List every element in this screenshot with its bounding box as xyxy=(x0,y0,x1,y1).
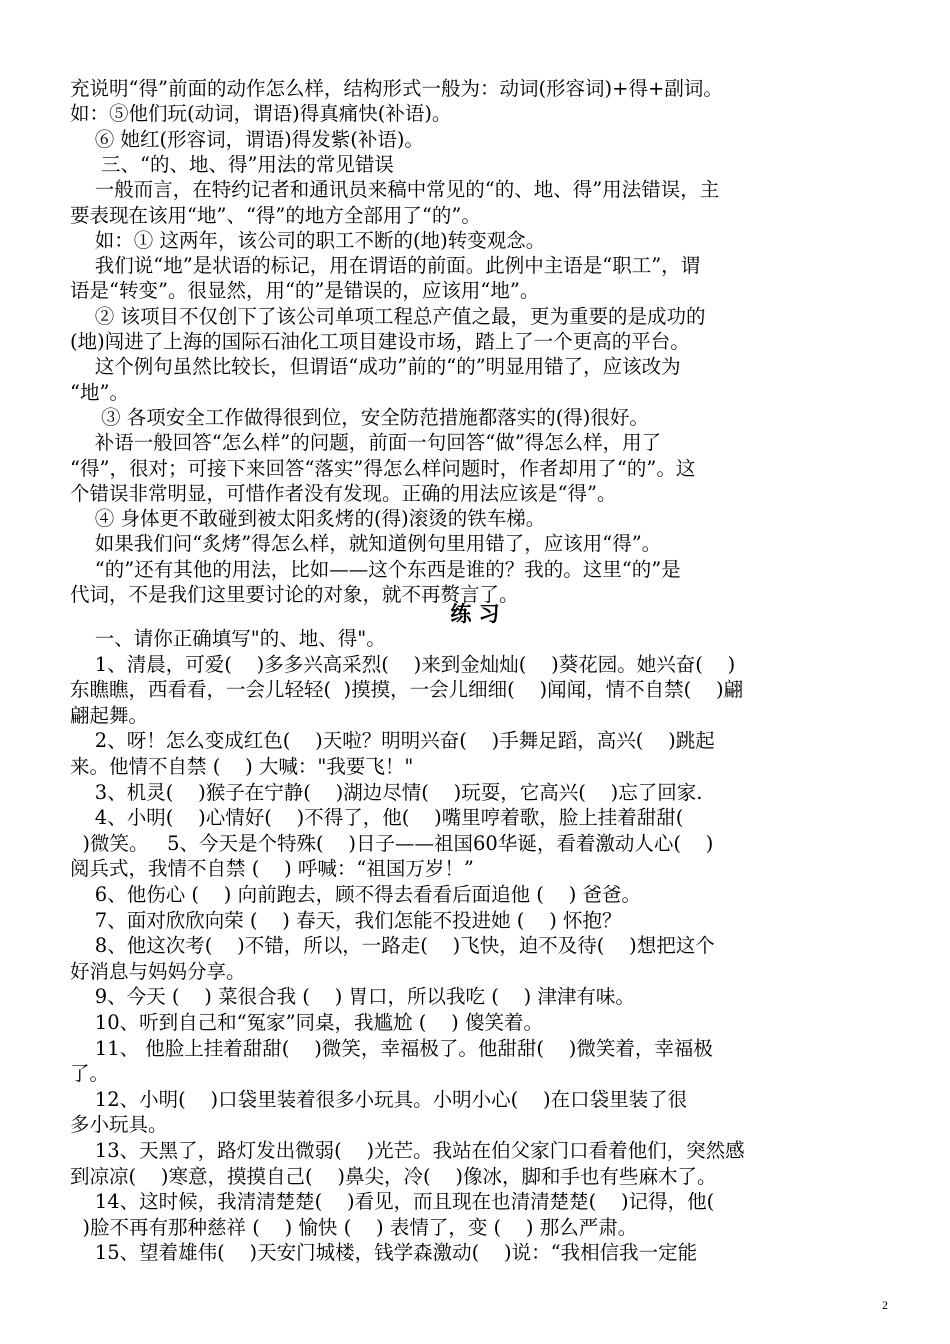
text-line: 了。 xyxy=(70,1062,110,1086)
text-line: ③ 各项安全工作做得很到位，安全防范措施都落实的(得)很好。 xyxy=(70,405,649,429)
text-line: 9、今天 ( ) 菜很合我 ( ) 胃口，所以我吃 ( ) 津津有味。 xyxy=(70,985,635,1009)
text-line: )微笑。 5、今天是个特殊( )日子——祖国60华诞，看着激动人心( ) xyxy=(70,831,714,855)
text-line: 14、这时候，我清清楚楚( )看见，而且现在也清清楚楚( )记得，他( xyxy=(70,1190,715,1214)
text-line: 我们说“地”是状语的标记，用在谓语的前面。此例中主语是“职工”，谓 xyxy=(70,254,701,278)
text-line: 三、“的、地、得”用法的常见错误 xyxy=(70,152,394,176)
text-line: 到凉凉( )寒意，摸摸自己( )鼻尖，冷( )像冰，脚和手也有些麻木了。 xyxy=(70,1164,717,1188)
text-line: 1、清晨，可爱( )多多兴高采烈( )来到金灿灿( )葵花园。她兴奋( ) xyxy=(70,652,736,676)
text-line: 2、呀！怎么变成红色( )天啦？明明兴奋( )手舞足蹈，高兴( )跳起 xyxy=(70,729,715,753)
exercise-heading: 练 习 xyxy=(450,602,500,626)
text-line: 12、小明( )口袋里装着很多小玩具。小明小心( )在口袋里装了很 xyxy=(70,1087,688,1111)
text-line: 翩起舞。 xyxy=(70,703,149,727)
text-line: 代词，不是我们这里要讨论的对象，就不再赘言了。 xyxy=(70,583,519,606)
text-line: 8、他这次考( )不错，所以，一路走( )飞快，迫不及待( )想把这个 xyxy=(70,934,715,958)
text-line: 一、请你正确填写"的、地、得"。 xyxy=(70,627,386,650)
text-line: “地”。 xyxy=(70,380,129,404)
text-line: 如果我们问“炙烤”得怎么样，就知道例句里用错了，应该用“得”。 xyxy=(70,532,662,556)
page-number: 2 xyxy=(882,1298,888,1312)
text-line: ② 该项目不仅创下了该公司单项工程总产值之最，更为重要的是成功的 xyxy=(70,304,706,328)
text-line: 个错误非常明显，可惜作者没有发现。正确的用法应该是“得”。 xyxy=(70,481,617,505)
text-line: “的”还有其他的用法，比如——这个东西是谁的？我的。这里“的”是 xyxy=(70,557,681,581)
text-line: 多小玩具。 xyxy=(70,1113,168,1137)
text-line: 如：① 这两年，该公司的职工不断的(地)转变观念。 xyxy=(70,228,546,252)
text-line: 15、望着雄伟( )天安门城楼，钱学森激动( )说：“我相信我一定能 xyxy=(70,1241,698,1265)
text-line: ④ 身体更不敢碰到被太阳炙烤的(得)滚烫的铁车梯。 xyxy=(70,507,546,531)
text-line: (地)闯进了上海的国际石油化工项目建设市场，踏上了一个更高的平台。 xyxy=(70,330,690,353)
text-line: ⑥ 她红(形容词，谓语)得发紫(补语)。 xyxy=(70,127,424,151)
text-line: 充说明“得”前面的动作怎么样，结构形式一般为：动词(形容词)+得+副词。 xyxy=(70,77,723,100)
text-line: 这个例句虽然比较长，但谓语“成功”前的“的”明显用错了，应该改为 xyxy=(70,355,681,379)
text-line: 6、他伤心 ( ) 向前跑去，顾不得去看看后面追他 ( ) 爸爸。 xyxy=(70,883,642,906)
text-line: 13、天黑了，路灯发出微弱( )光芒。我站在伯父家门口看着他们，突然感 xyxy=(70,1139,745,1162)
text-line: 补语一般回答“怎么样”的问题，前面一句回答“做”得怎么样，用了 xyxy=(70,431,662,455)
text-line: 东瞧瞧，西看看，一会儿轻轻( )摸摸，一会儿细细( )闻闻，情不自禁( )翩 xyxy=(70,678,744,702)
text-line: 4、小明( )心情好( )不得了，他( )嘴里哼着歌，脸上挂着甜甜( xyxy=(70,806,684,830)
text-line: 7、面对欣欣向荣 ( ) 春天，我们怎能不投进她 ( ) 怀抱？ xyxy=(70,908,622,932)
text-line: “得”，很对；可接下来回答“落实”得怎么样问题时，作者却用了“的”。这 xyxy=(70,456,696,480)
text-line: 来。他情不自禁 ( ) 大喊："我要飞！" xyxy=(70,755,414,778)
text-line: )脸不再有那种慈祥 ( ) 愉快 ( ) 表情了，变 ( ) 那么严肃。 xyxy=(70,1215,638,1239)
text-line: 阅兵式，我情不自禁 ( ) 呼喊：“祖国万岁！” xyxy=(70,857,474,881)
text-line: 好消息与妈妈分享。 xyxy=(70,959,246,983)
text-line: 一般而言，在特约记者和通讯员来稿中常见的“的、地、得”用法错误，主 xyxy=(70,178,720,202)
text-line: 要表现在该用“地”、“得”的地方全部用了“的”。 xyxy=(70,203,481,227)
text-line: 10、听到自己和“冤家”同桌，我尴尬 ( ) 傻笑着。 xyxy=(70,1011,543,1034)
text-line: 3、机灵( )猴子在宁静( )湖边尽情( )玩耍，它高兴( )忘了回家. xyxy=(70,780,703,804)
text-line: 11、 他脸上挂着甜甜( )微笑，幸福极了。他甜甜( )微笑着，幸福极 xyxy=(70,1036,713,1060)
text-line: 语是“转变”。很显然，用“的”是错误的，应该用“地”。 xyxy=(70,279,540,303)
text-line: 如：⑤他们玩(动词，谓语)得真痛快(补语)。 xyxy=(70,102,452,126)
